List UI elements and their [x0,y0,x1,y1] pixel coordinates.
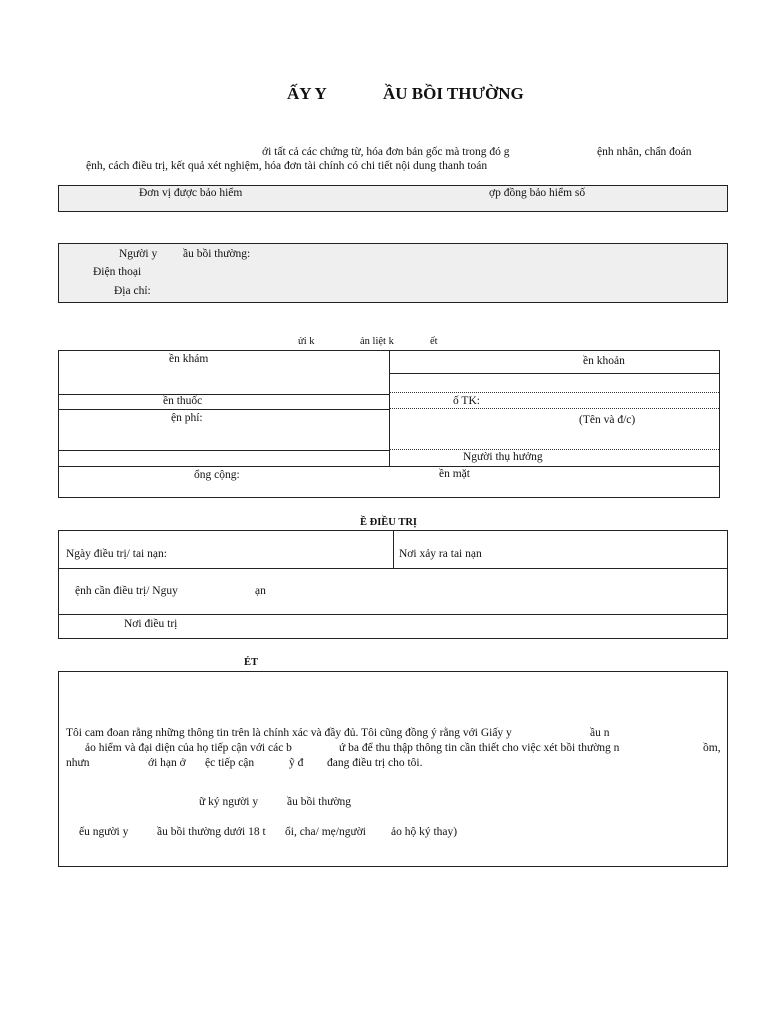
treatment-date-label: Ngày điều trị/ tai nạn: [66,548,167,560]
address-label: Địa chỉ: [114,285,151,297]
claimant-label-a: Người y [119,248,158,260]
guardian-note-d: ảo hộ ký thay) [391,826,458,838]
bank-transfer-label: ền khoản [583,355,625,367]
costs-heading-a: ửi k [298,336,315,347]
accident-place-label: Nơi xảy ra tai nạn [399,548,482,560]
treatment-table [58,530,728,639]
declaration-box [58,671,728,867]
form-title-part2: ẦU BỒI THƯỜNG [383,84,524,103]
declaration-line3c: ệc tiếp cận [205,757,255,769]
declaration-line3d: ỹ đ [289,757,304,769]
cash-label: ền mặt [439,468,470,480]
intro-line1: ới tất cả các chứng từ, hóa đơn bản gốc mà trong đó g [262,146,510,158]
guardian-note-b: ầu bồi thường dưới 18 t [157,826,266,838]
exam-fee-label: ền khám [169,353,209,365]
declaration-line2b: ứ ba để thu thập thông tin cần thiết cho việc xét bồi thường n [339,742,620,754]
claimant-label-b: ầu bồi thường: [183,248,251,260]
declaration-line1: Tôi cam đoan rằng những thông tin trên là chính xác và đầy đủ. Tôi cũng đồng ý rằng với Giấy y [66,727,512,739]
declaration-line2: ảo hiểm và đại diện của họ tiếp cận với các b [85,742,292,754]
beneficiary-label: Người thụ hưởng [463,451,543,463]
costs-heading-b: ản liệt k [360,336,394,347]
phone-label: Điện thoại [93,266,142,278]
diagnosis-label-a: ệnh cần điều trị/ Nguy [75,585,178,597]
claimant-box [58,243,728,303]
medicine-fee-label: ền thuốc [163,395,203,407]
total-label: ổng cộng: [194,469,240,481]
diagnosis-label-b: ạn [255,585,266,597]
hospital-fee-label: ện phí: [171,412,203,424]
declaration-line3a: nhưn [66,757,90,769]
account-number-label: ố TK: [453,395,480,407]
costs-table [58,350,720,498]
bank-name-label: (Tên và đ/c) [579,414,636,426]
declaration-line1b: ầu n [590,727,610,739]
insured-unit-label: Đơn vị được bảo hiểm [139,187,243,199]
guardian-note-a: ếu người y [79,826,129,838]
contract-number-label: ợp đồng bảo hiểm số [489,187,586,199]
intro-line1b: ệnh nhân, chẩn đoán [597,146,692,158]
declaration-heading: ÉT [244,657,259,668]
costs-heading-c: ết [430,336,438,347]
signature-label-b: ầu bồi thường [287,796,352,808]
treatment-place-label: Nơi điều trị [124,618,178,630]
declaration-line3b: ới hạn ở [148,757,186,769]
intro-line2: ệnh, cách điều trị, kết quả xét nghiệm, hóa đơn tài chính có chi tiết nội dung thanh toán [86,160,488,172]
treatment-heading: Ề ĐIỀU TRỊ [360,517,417,528]
declaration-line2c: ồm, [703,742,721,754]
declaration-line3e: đang điều trị cho tôi. [327,757,423,769]
insured-box [58,185,728,212]
signature-label-a: ữ ký người y [199,796,259,808]
form-title-part1: ẤY Y [287,84,327,103]
guardian-note-c: ổi, cha/ mẹ/người [285,826,366,838]
